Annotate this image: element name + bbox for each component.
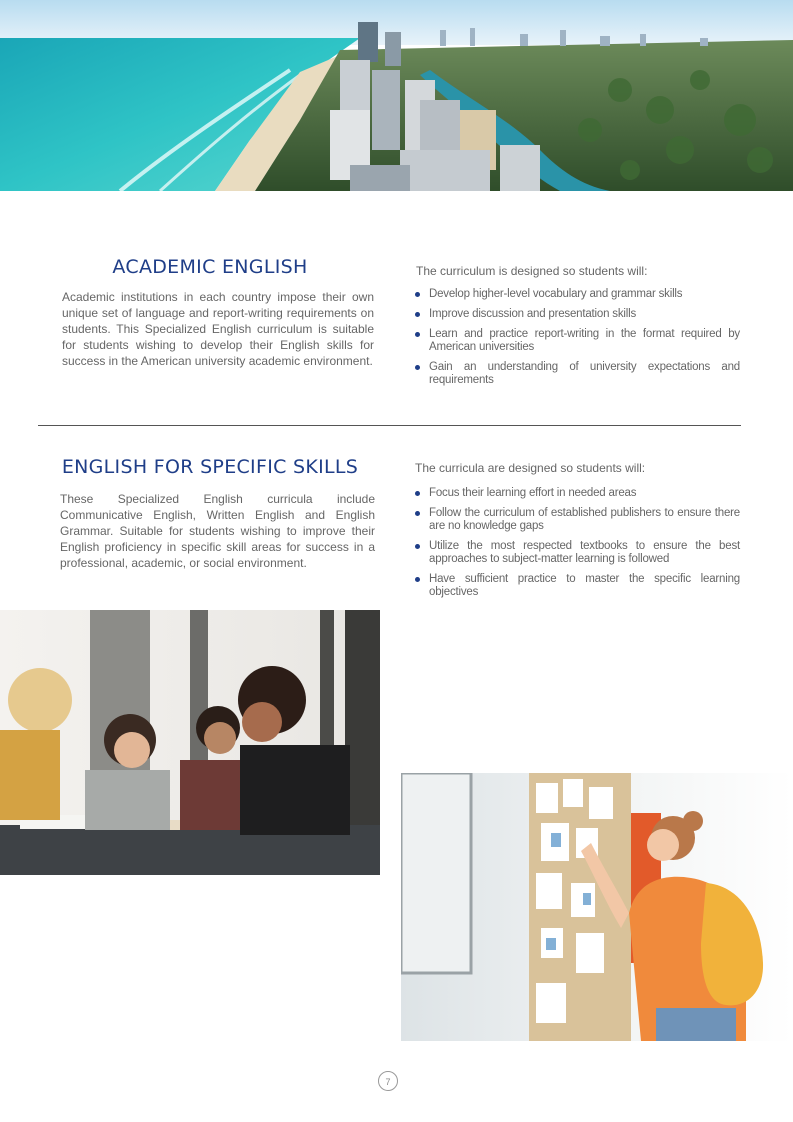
list-item: Follow the curriculum of established publishers to ensure there are no knowledge gaps	[415, 507, 740, 533]
academic-english-description: Academic institutions in each country impose their own unique set of language and report-writing requirements on students. This Specialized English curriculum is suitable for students wishing to develop their English skills for success in the American university academic environment.	[62, 290, 374, 368]
specific-skills-heading: ENGLISH FOR SPECIFIC SKILLS	[61, 456, 359, 478]
specific-skills-intro: The curricula are designed so students will:	[415, 461, 646, 475]
list-item: Learn and practice report-writing in the format required by American universities	[415, 328, 740, 354]
page-number: 7	[378, 1071, 398, 1091]
hero-photo-miami-beach	[0, 0, 793, 191]
specific-skills-description: These Specialized English curricula include Communicative English, Written English and English Grammar. Suitable for students wishing to improve their English proficiency in specific skill areas for success in a professional, academic, or social environment.	[60, 492, 375, 570]
bullet-dot	[415, 511, 420, 516]
academic-english-bullet-list	[415, 288, 740, 387]
bullet-dot	[415, 577, 420, 582]
section-divider	[38, 425, 741, 426]
academic-english-intro: The curriculum is designed so students will:	[416, 264, 648, 278]
bullet-dot	[415, 332, 420, 337]
student-notice-board-photo	[401, 773, 793, 1041]
academic-english-heading: ACADEMIC ENGLISH	[112, 256, 308, 278]
list-item: Develop higher-level vocabulary and grammar skills	[415, 288, 740, 301]
bullet-dot	[415, 365, 420, 370]
bullet-dot	[415, 491, 420, 496]
specific-skills-bullet-list	[415, 487, 740, 599]
students-studying-photo	[0, 610, 380, 875]
list-item: Focus their learning effort in needed areas	[415, 487, 740, 500]
bullet-dot	[415, 292, 420, 297]
list-item: Utilize the most respected textbooks to ensure the best approaches to subject-matter learning is followed	[415, 540, 740, 566]
list-item: Have sufficient practice to master the specific learning objectives	[415, 573, 740, 599]
list-item: Improve discussion and presentation skills	[415, 308, 740, 321]
bullet-dot	[415, 312, 420, 317]
list-item: Gain an understanding of university expectations and requirements	[415, 361, 740, 387]
bullet-dot	[415, 544, 420, 549]
